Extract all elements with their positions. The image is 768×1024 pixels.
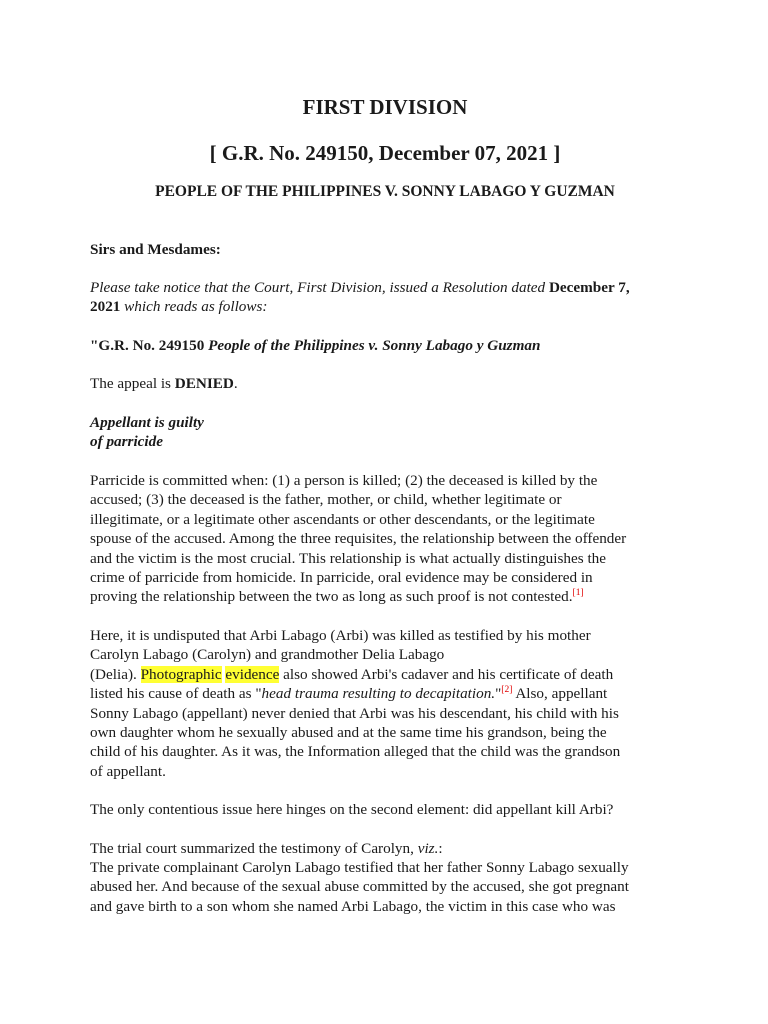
ruling-suffix: . <box>233 375 238 392</box>
paragraph-line: of appellant. <box>90 762 166 780</box>
paragraph-line: Sonny Labago (appellant) never denied that Arbi was his descendant, his child with his <box>90 704 619 722</box>
paragraph-text: also showed Arbi's cadaver and his certificate of death <box>279 665 614 683</box>
notice-text-end: which reads as follows: <box>120 298 268 316</box>
paragraph-text: The trial court summarized the testimony of Carolyn, <box>90 840 418 857</box>
paragraph-line: proving the relationship between the two as long as such proof is not contested. <box>90 588 573 606</box>
paragraph-text: Also, appellant <box>512 685 608 703</box>
notice-year: 2021 <box>90 298 121 316</box>
case-gr-number: "G.R. No. 249150 <box>90 337 209 354</box>
paragraph-line: The private complainant Carolyn Labago testified that her father Sonny Labago sexually <box>90 859 629 876</box>
paragraph-line: child of his daughter. As it was, the Information alleged that the child was the grandson <box>90 743 621 761</box>
parricide-paragraph <box>90 471 680 607</box>
gr-number-heading: [ G.R. No. 249150, December 07, 2021 ] <box>209 141 561 165</box>
quoted-cause-of-death: head trauma resulting to decapitation. <box>261 685 496 703</box>
paragraph-line: accused; (3) the deceased is the father, mother, or child, whether legitimate or <box>90 491 562 509</box>
notice-text: Please take notice that the Court, First Division, issued a Resolution dated <box>90 279 549 296</box>
paragraph-line: Carolyn Labago (Carolyn) and grandmother Delia Labago <box>90 646 445 664</box>
notice-date: December 7, <box>548 279 630 296</box>
paragraph-text: : <box>438 840 443 857</box>
case-title-heading: PEOPLE OF THE PHILIPPINES V. SONNY LABAGO Y GUZMAN <box>155 183 615 200</box>
ruling-line <box>90 374 680 393</box>
subheading-line-2: of parricide <box>90 433 163 451</box>
undisputed-paragraph <box>90 626 680 781</box>
paragraph-line: and gave birth to a son whom she named Arbi Labago, the victim in this case who was <box>90 897 616 915</box>
paragraph-text: listed his cause of death as " <box>90 685 262 703</box>
paragraph-line: Here, it is undisputed that Arbi Labago (Arbi) was killed as testified by his mother <box>90 627 591 644</box>
ruling-verdict: DENIED <box>174 375 234 392</box>
footnote-link-1[interactable]: [1] <box>572 588 584 599</box>
contentious-issue-paragraph: The only contentious issue here hinges on the second element: did appellant kill Arbi? <box>90 801 614 818</box>
testimony-paragraph <box>90 858 680 916</box>
notice-paragraph <box>90 278 680 317</box>
highlighted-word: evidence <box>225 665 280 683</box>
paragraph-text: (Delia). <box>90 665 141 683</box>
paragraph-line: crime of parricide from homicide. In parricide, oral evidence may be considered in <box>90 569 593 587</box>
paragraph-text: " <box>495 685 502 703</box>
paragraph-line: own daughter whom he sexually abused and at the same time his grandson, being the <box>90 724 607 742</box>
subheading-line-1: Appellant is guilty <box>90 414 204 431</box>
viz-abbrev: viz. <box>417 840 439 857</box>
case-line <box>90 336 680 355</box>
footnote-link-2[interactable]: [2] <box>501 685 513 696</box>
testimony-intro <box>90 839 680 858</box>
subheading <box>90 413 680 452</box>
paragraph-line: and the victim is the most crucial. This relationship is what actually distinguishes the <box>90 549 607 567</box>
paragraph-line: Parricide is committed when: (1) a person is killed; (2) the deceased is killed by the <box>90 472 598 489</box>
paragraph-line: spouse of the accused. Among the three requisites, the relationship between the offender <box>90 530 627 548</box>
highlighted-word: Photographic <box>140 665 222 683</box>
case-name: People of the Philippines v. Sonny Labago y Guzman <box>208 337 541 354</box>
paragraph-line: illegitimate, or a legitimate other ascendants or other descendants, or the legitimate <box>90 510 595 528</box>
paragraph-line: abused her. And because of the sexual abuse committed by the accused, she got pregnant <box>90 878 629 896</box>
ruling-prefix: The appeal is <box>90 375 175 392</box>
salutation: Sirs and Mesdames: <box>90 241 221 258</box>
division-heading: FIRST DIVISION <box>302 95 468 119</box>
